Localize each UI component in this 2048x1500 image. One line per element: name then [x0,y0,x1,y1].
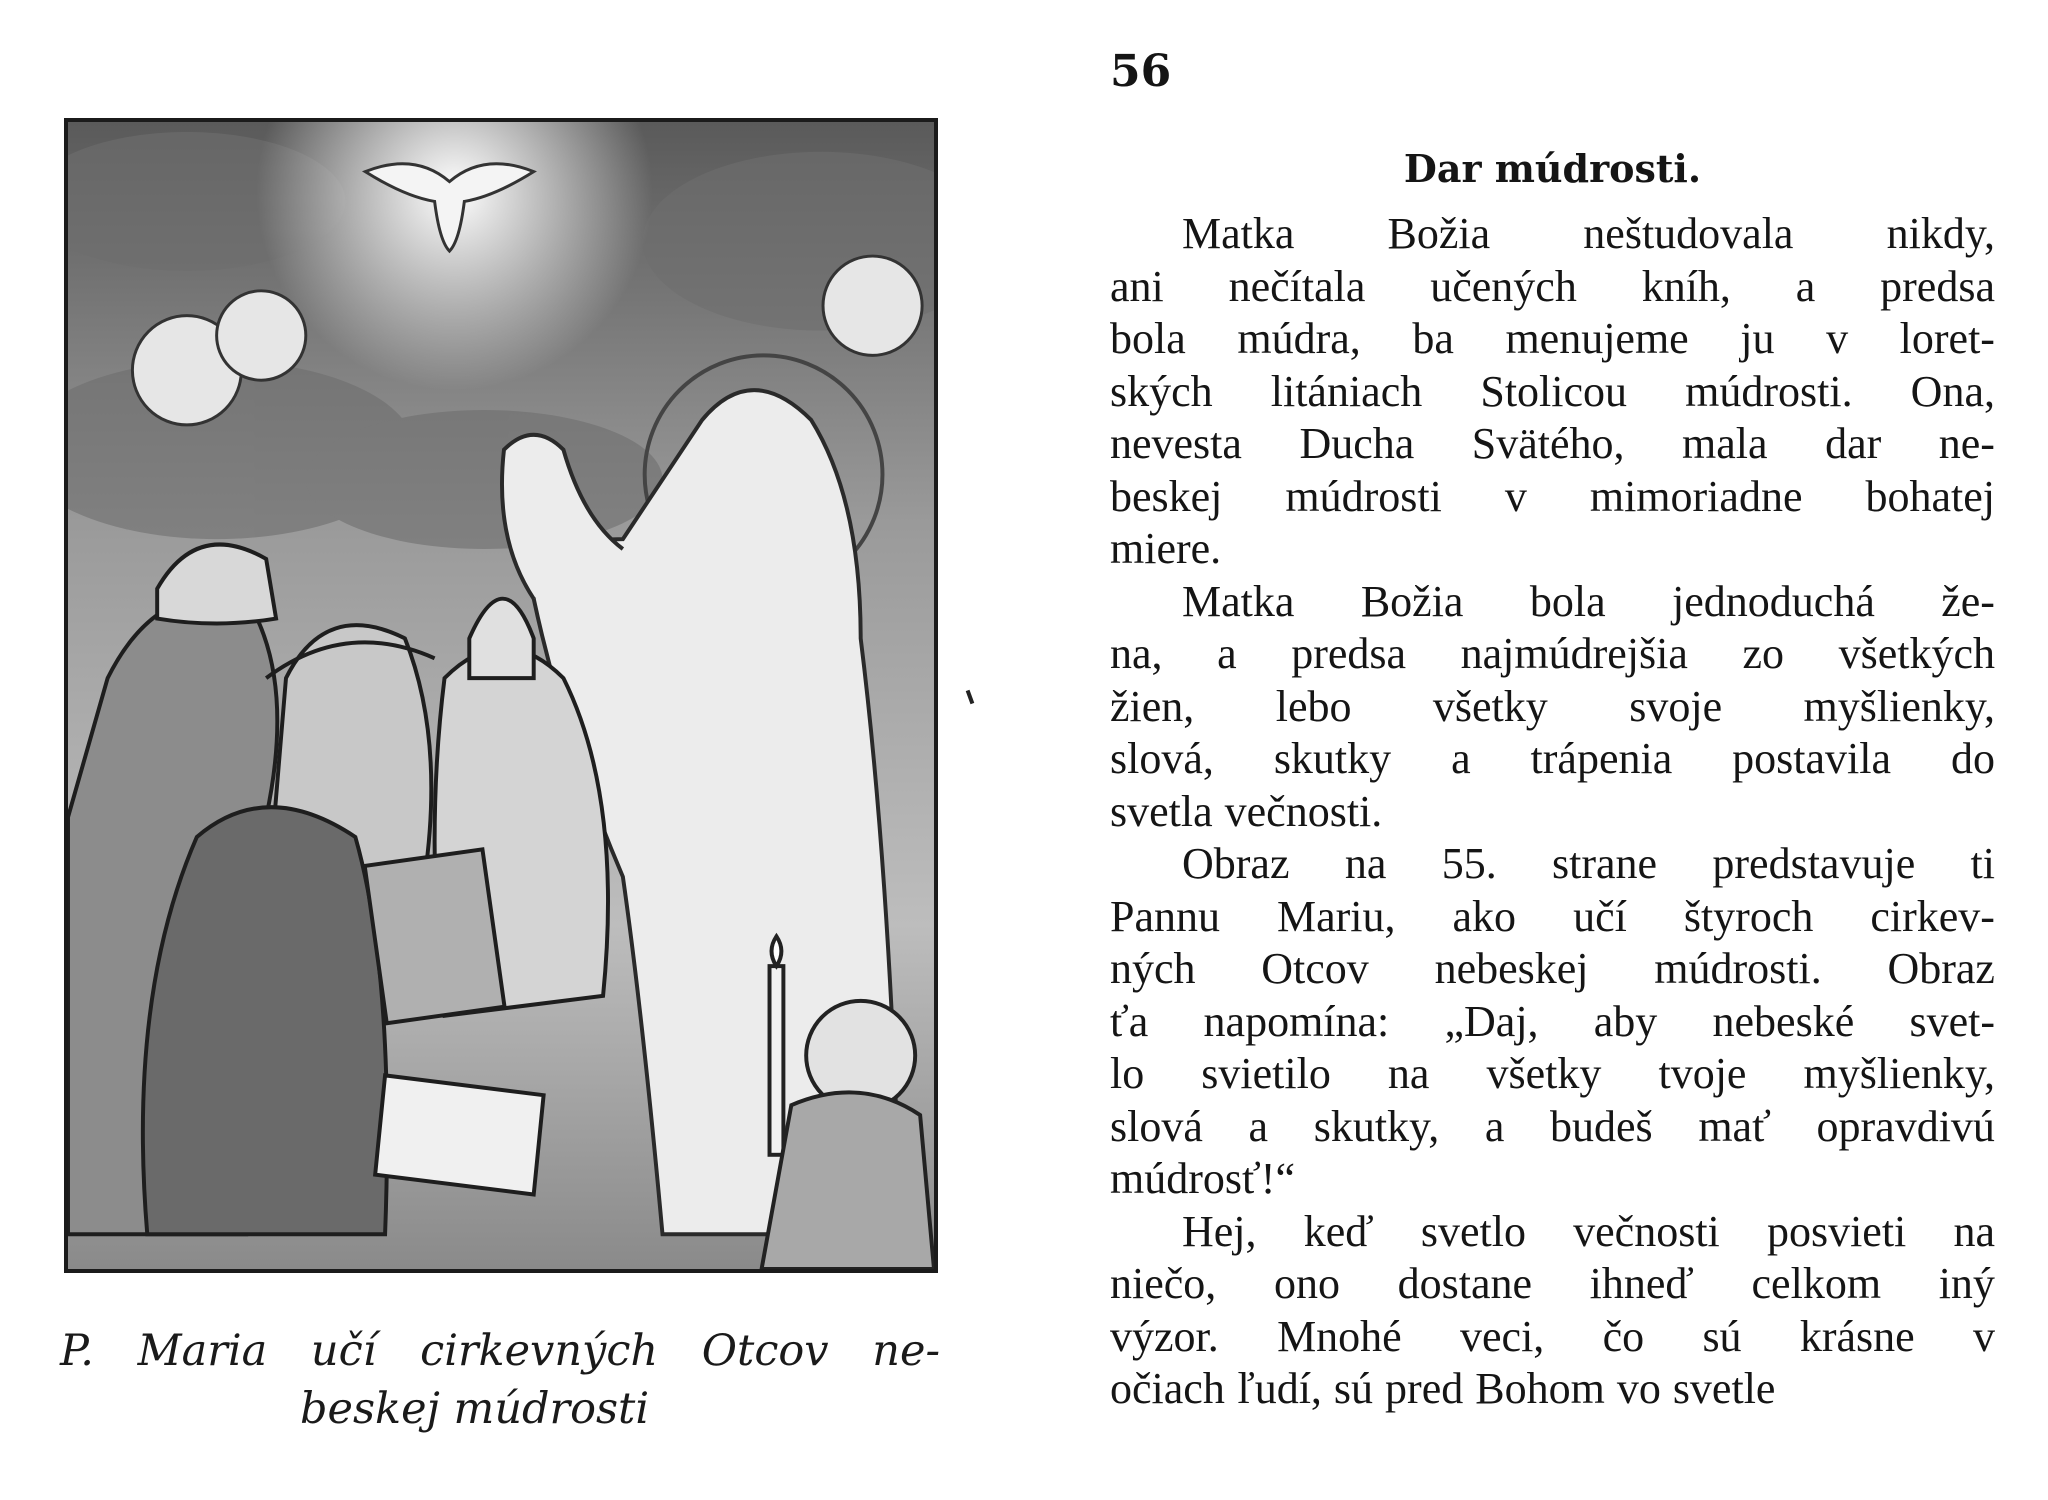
body-text [1110,208,1995,1416]
paragraph [1110,1206,1995,1416]
text-line: na, a predsa najmúdrejšia zo všetkých [1110,629,1995,678]
text-line: slová a skutky, a budeš mať opravdivú [1110,1101,1995,1151]
text-line: lo svietilo na všetky tvoje myšlienky, [1110,1049,1995,1098]
paragraph [1110,576,1995,839]
boy-body [762,1092,934,1269]
engraving-artwork [68,122,934,1269]
candle [770,966,784,1155]
stray-print-mark [966,690,975,705]
caption-word: P. [60,1326,94,1376]
text-line: ských litániach Stolicou múdrosti. Ona, [1110,366,1995,416]
text-line: múdrosť!“ [1110,1154,1295,1203]
caption-word: cirkevných [420,1326,659,1376]
text-line: očiach ľudí, sú pred Bohom vo svetle [1110,1364,1776,1413]
flame-icon [772,936,782,966]
engraving-illustration [64,118,938,1273]
caption-word: učí [310,1326,377,1376]
page-number: 56 [1110,46,1172,97]
paragraph [1110,838,1995,1206]
caption-line-2: beskej múdrosti [300,1384,650,1434]
open-book [375,1075,543,1194]
text-line: nevesta Ducha Svätého, mala dar ne- [1110,419,1995,468]
text-line: beskej múdrosti v mimoriadne bohatej [1110,471,1995,521]
text-line: svetla večnosti. [1110,786,1383,836]
text-line: Pannu Mariu, ako učí štyroch cirkev- [1110,891,1995,941]
text-line: bola múdra, ba menujeme ju v loret- [1110,314,1995,363]
caption-line-1 [60,1322,940,1380]
text-line: Matka Božia neštudovala nikdy, [1182,209,1995,258]
text-line: Hej, keď svetlo večnosti posvieti na [1182,1206,1995,1256]
held-book [365,849,505,1023]
text-line: niečo, ono dostane ihneď celkom iný [1110,1259,1995,1308]
text-line: Matka Božia bola jednoduchá že- [1182,576,1995,626]
text-line: miere. [1110,524,1222,573]
text-line: slová, skutky a trápenia postavila do [1110,734,1995,783]
illustration-caption [60,1322,940,1438]
section-title: Dar múdrosti. [1403,146,1702,191]
text-line: výzor. Mnohé veci, čo sú krásne v [1110,1311,1995,1361]
caption-word: Otcov [701,1326,829,1376]
text-line: ani nečítala učených kníh, a predsa [1110,261,1995,311]
caption-word: ne- [872,1326,940,1376]
paragraph [1110,208,1995,576]
text-line: ných Otcov nebeskej múdrosti. Obraz [1110,944,1995,993]
text-line: Obraz na 55. strane predstavuje ti [1182,839,1995,888]
church-fathers-group [68,545,608,1235]
text-line: žien, lebo všetky svoje myšlienky, [1110,681,1995,731]
caption-word: Maria [137,1326,268,1376]
text-line: ťa napomína: „Daj, aby nebeské svet- [1110,996,1995,1046]
